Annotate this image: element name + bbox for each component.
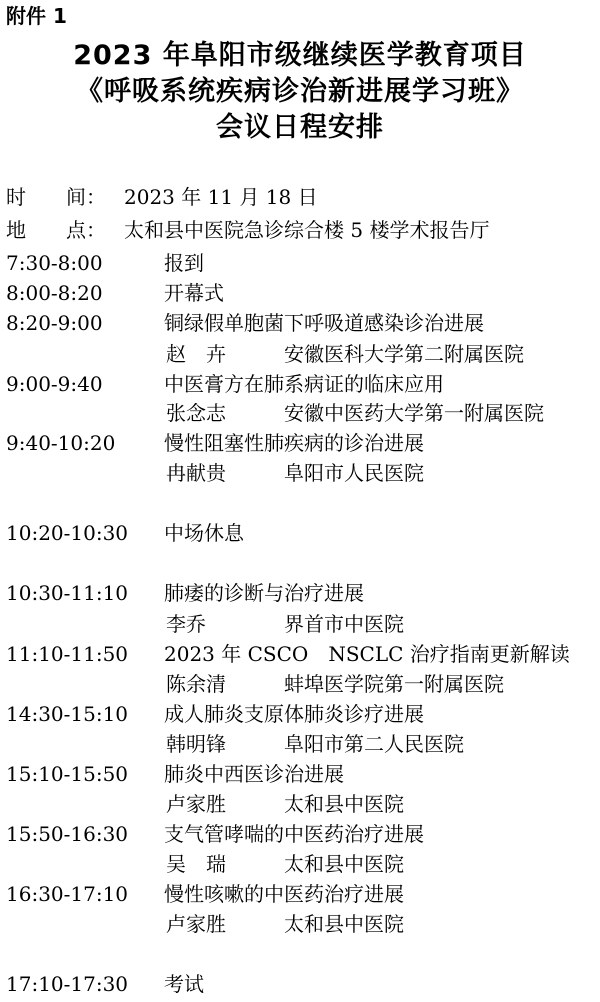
attachment-label: 附件 1 xyxy=(6,4,67,28)
speaker-name: 卢家胜 xyxy=(166,792,226,816)
schedule-topic: 中场休息 xyxy=(164,521,244,545)
schedule-time: 16:30-17:10 xyxy=(6,882,129,906)
schedule-row xyxy=(6,701,424,727)
schedule-row xyxy=(6,971,204,997)
schedule-time: 9:00-9:40 xyxy=(6,372,103,396)
meeting-time xyxy=(6,184,318,210)
schedule-topic: 考试 xyxy=(164,972,204,996)
schedule-topic: 肺炎中西医诊治进展 xyxy=(164,762,344,786)
schedule-time: 15:50-16:30 xyxy=(6,822,129,846)
schedule-topic: 支气管哮喘的中医药治疗进展 xyxy=(164,822,424,846)
speaker-name: 韩明锋 xyxy=(166,732,226,756)
speaker-name: 吴 瑞 xyxy=(166,852,226,876)
speaker-name: 张念志 xyxy=(166,401,226,425)
schedule-row xyxy=(6,310,484,336)
schedule-speaker-line xyxy=(166,460,424,486)
schedule-topic: 铜绿假单胞菌下呼吸道感染诊治进展 xyxy=(164,311,484,335)
schedule-topic: 中医膏方在肺系病证的临床应用 xyxy=(164,372,444,396)
title-line-2: 《呼吸系统疾病诊治新进展学习班》 xyxy=(76,76,524,107)
schedule-row xyxy=(6,250,204,276)
schedule-speaker-line xyxy=(166,731,464,757)
schedule-time: 10:20-10:30 xyxy=(6,521,129,545)
meeting-time-value: 2023 年 11 月 18 日 xyxy=(124,185,318,209)
schedule-time: 14:30-15:10 xyxy=(6,702,129,726)
schedule-speaker-line xyxy=(166,671,504,697)
schedule-row xyxy=(6,520,244,546)
schedule-time: 7:30-8:00 xyxy=(6,251,103,275)
meeting-place-value: 太和县中医院急诊综合楼 5 楼学术报告厅 xyxy=(124,218,490,242)
schedule-time: 10:30-11:10 xyxy=(6,581,129,605)
schedule-row xyxy=(6,641,570,667)
schedule-topic: 慢性阻塞性肺疾病的诊治进展 xyxy=(164,431,424,455)
speaker-hospital: 太和县中医院 xyxy=(284,852,404,876)
title-line-1: 2023 年阜阳市级继续医学教育项目 xyxy=(73,40,527,71)
speaker-hospital: 阜阳市第二人民医院 xyxy=(284,732,464,756)
schedule-time: 8:20-9:00 xyxy=(6,311,103,335)
schedule-speaker-line xyxy=(166,611,404,637)
schedule-row xyxy=(6,881,404,907)
speaker-name: 李乔 xyxy=(166,612,206,636)
schedule-speaker-line xyxy=(166,911,404,937)
schedule-time: 9:40-10:20 xyxy=(6,431,116,455)
schedule-speaker-line xyxy=(166,341,524,367)
speaker-hospital: 阜阳市人民医院 xyxy=(284,461,424,485)
schedule-time: 15:10-15:50 xyxy=(6,762,129,786)
speaker-hospital: 安徽医科大学第二附属医院 xyxy=(284,342,524,366)
schedule-row xyxy=(6,430,424,456)
meeting-time-label: 时 间： xyxy=(6,185,106,209)
schedule-row xyxy=(6,371,444,397)
speaker-hospital: 安徽中医药大学第一附属医院 xyxy=(284,401,544,425)
schedule-speaker-line xyxy=(166,851,404,877)
schedule-speaker-line xyxy=(166,791,404,817)
schedule-topic: 2023 年 CSCO NSCLC 治疗指南更新解读 xyxy=(164,642,570,666)
speaker-name: 冉献贵 xyxy=(166,461,226,485)
schedule-speaker-line xyxy=(166,400,544,426)
title-line-3: 会议日程安排 xyxy=(216,112,384,143)
schedule-time: 11:10-11:50 xyxy=(6,642,129,666)
speaker-name: 赵 卉 xyxy=(166,342,226,366)
speaker-hospital: 界首市中医院 xyxy=(284,612,404,636)
meeting-place xyxy=(6,217,489,243)
speaker-hospital: 太和县中医院 xyxy=(284,912,404,936)
schedule-time: 8:00-8:20 xyxy=(6,281,103,305)
schedule-row xyxy=(6,580,364,606)
meeting-place-label: 地 点： xyxy=(6,218,106,242)
schedule-topic: 报到 xyxy=(164,251,204,275)
speaker-name: 卢家胜 xyxy=(166,912,226,936)
schedule-row xyxy=(6,761,344,787)
schedule-row xyxy=(6,280,224,306)
schedule-topic: 开幕式 xyxy=(164,281,224,305)
schedule-row xyxy=(6,821,424,847)
speaker-name: 陈余清 xyxy=(166,672,226,696)
schedule-topic: 成人肺炎支原体肺炎诊疗进展 xyxy=(164,702,424,726)
schedule-time: 17:10-17:30 xyxy=(6,972,129,996)
speaker-hospital: 蚌埠医学院第一附属医院 xyxy=(284,672,504,696)
document-title xyxy=(0,38,600,146)
speaker-hospital: 太和县中医院 xyxy=(284,792,404,816)
schedule-topic: 慢性咳嗽的中医药治疗进展 xyxy=(164,882,404,906)
schedule-topic: 肺痿的诊断与治疗进展 xyxy=(164,581,364,605)
